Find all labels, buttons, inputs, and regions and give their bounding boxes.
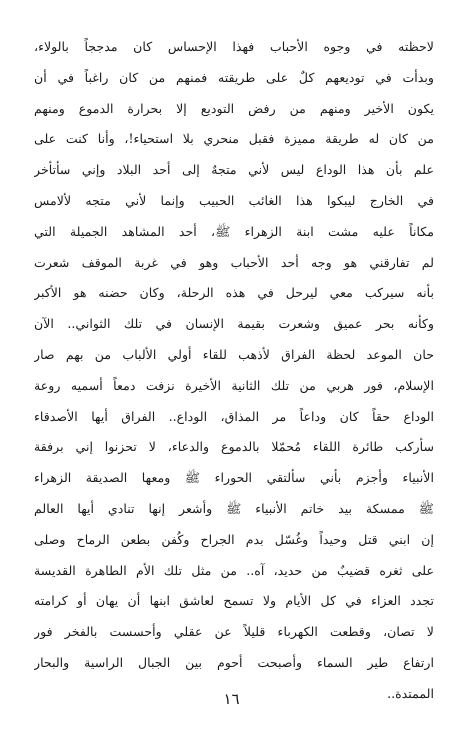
text-line: تجدد العزاء في كل الأيام ولا تسمح لعاشق ابنها أن يهان أو كرامته [34,593,434,609]
text-line: لاحظته في وجوه الأحباب فهذا الإحساس كان مدججاً بالولاء، [34,39,434,54]
text-line: في الخارج ليبكوا هذا الغائب الحبيب وإنما لأني متجه لألامس [34,192,434,208]
text-line: الوداع حقاً كان وداعاً مر المذاق، الوداع.. الفراق أيها الأصدقاء [34,408,434,424]
text-line: الإسلام، فور هربي من تلك الثانية الأخيرة نزفت دمعاً أسميه روعة [34,377,434,393]
text-line: وكأنه بحر عميق وشعرت بقيمة الإنسان في تلك الثواني.. الآن [34,316,434,332]
text-line: ﷺ ممسكة بيد خاتم الأنبياء ﷺ وأشعر إنها تنادي أيها العالم [34,500,434,516]
text-line: على ثغره قضيبٌ من حديد، آه.. من مثل تلك الأم الطاهرة القديسة [34,562,434,578]
text-line: مكاناً عليه مشت ابنة الزهراء ﷺ، أحد المشاهد الجميلة التي [34,223,434,239]
text-line: حان الموعد لحظة الفراق لأذهب للقاء أولي الألباب من بهم صار [34,346,434,362]
text-line: وبدأت في توديعهم كلٌ على طريقته فمنهم من كان راغباً في أن [34,69,434,85]
text-line: الأنبياء وأجزم بأني سألتقي الحوراء ﷺ ومعها الصديقة الزهراء [34,470,434,486]
text-line: لا تصان، وقطعت الكهرباء قليلاً عن عقلي وأحسست بالفخر فور [34,624,434,640]
text-line: لم تفارقني هو وجه أحد الأحباب وهو في غربة الموقف شعرت [34,254,434,270]
text-line: من كان له طريقة مميزة فقبل منحري بلا استحياء!، وأنا كنت على [34,131,434,147]
text-line: علم بأن هذا الوداع ليس لأني متجهٌ إلى أحد البلاد وإني سأتأخر [34,162,434,178]
body-text [34,32,434,710]
text-line: ارتفاع طير السماء وأصبحت أحوم بين الجبال الراسية والبحار [34,654,434,670]
page-number: ١٦ [223,690,240,708]
text-line: سأركب طائرة اللقاء مُحمّلا بالدموع والدعاء، لا تحزنوا إني برفقة [34,439,434,455]
text-line: يكون الأخير ومنهم من رفض التوديع إلا بحرارة الدموع ومنهم [34,100,434,116]
text-line: الممتدة.. [387,685,434,701]
text-line: بأنه سيركب معي ليرحل في هذه الرحلة، وكان حضنه هو الأكبر [34,285,434,301]
text-line: إن ابني قتل وحيداً وغُسّل بدم الجراح وكُفن بطعن الرماح وصلى [34,531,434,547]
